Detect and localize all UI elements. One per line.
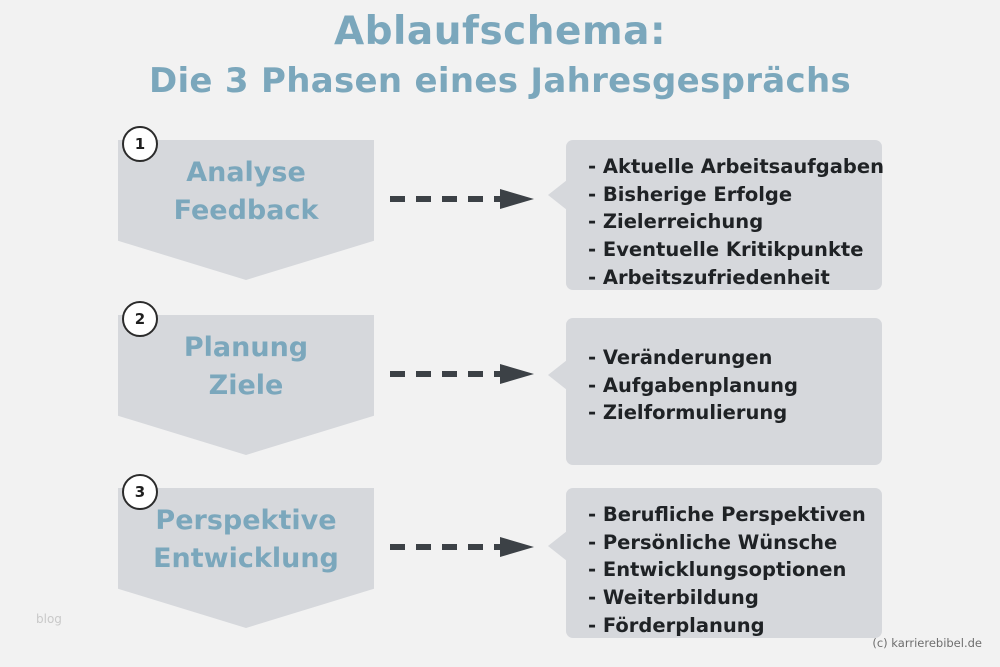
callout-notch-2 [548,360,567,390]
phase-label-3-line-2: Entwicklung [153,543,339,574]
phase-label-1-line-1: Analyse [186,156,306,188]
list-item: - Zielerreichung [588,210,764,234]
list-item: - Entwicklungsoptionen [588,558,847,582]
phase-label-1-line-2: Feedback [173,195,319,226]
phase-label-2-line-2: Ziele [208,370,284,401]
phase-label-3-line-1: Perspektive [155,504,337,536]
phase-content-box-2 [566,318,882,465]
copyright-credit: (c) karrierebibel.de [872,636,982,650]
callout-notch-3 [548,531,567,561]
list-item: - Persönliche Wünsche [588,530,838,554]
phase-shape-3 [118,488,374,628]
phase-number-badge-2: 2 [122,301,158,337]
phase-shape-2 [118,315,374,455]
list-item: - Weiterbildung [588,586,759,610]
dashed-arrow-icon-2 [388,363,538,385]
list-item: - Förderplanung [588,613,765,637]
phase-row-2 [0,310,1000,475]
list-item: - Veränderungen [588,346,773,369]
phase-number-badge-3: 3 [122,474,158,510]
callout-notch-1 [548,180,567,210]
list-item: - Eventuelle Kritikpunkte [588,238,864,262]
title-line-2: Die 3 Phasen eines Jahresgesprächs [148,60,852,101]
list-item: - Aktuelle Arbeitsaufgaben [588,155,884,178]
page-title [0,8,1000,103]
phase-label-2-line-1: Planung [183,331,309,363]
phase-content-box-1 [566,140,882,290]
dashed-arrow-icon-1 [388,188,538,210]
phase-number-badge-1: 1 [122,126,158,162]
list-item: - Berufliche Perspektiven [588,503,866,526]
phase-row-1 [0,135,1000,300]
list-item: - Zielformulierung [588,401,788,425]
phase-row-3 [0,483,1000,648]
list-item: - Aufgabenplanung [588,373,798,397]
dashed-arrow-icon-3 [388,536,538,558]
list-item: - Bisherige Erfolge [588,182,793,206]
phase-content-box-3 [566,488,882,638]
list-item: - Arbeitszufriedenheit [588,265,830,289]
watermark-text: blog [36,612,62,626]
phase-shape-1 [118,140,374,280]
title-line-1: Ablaufschema: [333,9,667,54]
